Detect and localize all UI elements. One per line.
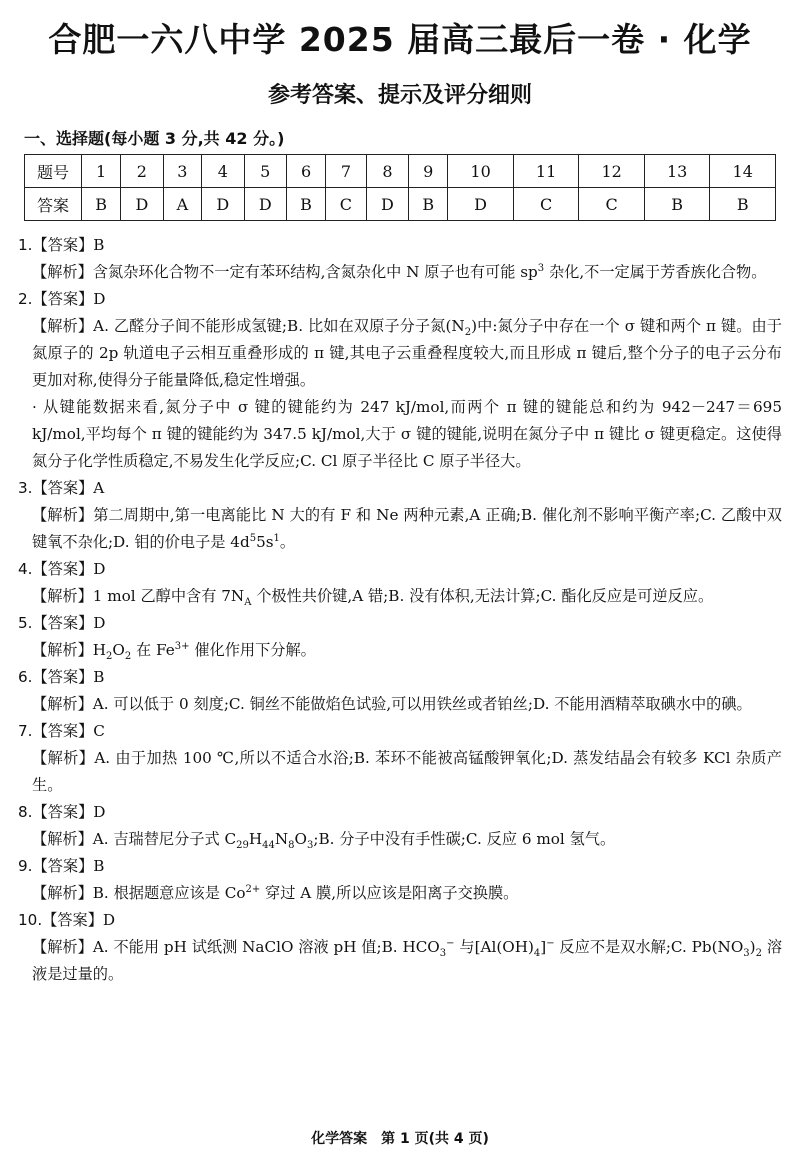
superscript: 2+ — [245, 883, 261, 895]
analysis-label: 【解析】 — [32, 938, 93, 956]
page-subtitle: 参考答案、提示及评分细则 — [267, 83, 532, 108]
answer-cell: D — [366, 188, 408, 221]
question-number-cell: 7 — [326, 155, 367, 188]
answer-value: B — [93, 668, 105, 686]
analysis-label: 【解析】 — [32, 263, 93, 281]
analysis-label: 【解析】 — [32, 749, 95, 767]
question-number-cell: 14 — [710, 155, 776, 188]
question-number: 1. — [18, 236, 33, 254]
analysis-text: A. 可以低于 0 刻度;C. 铜丝不能做焰色试验,可以用铁丝或者铂丝;D. 不能用酒精萃取碘水中的碘。 — [92, 695, 752, 713]
subscript: 4 — [533, 948, 541, 960]
answer-cell: B — [82, 188, 121, 221]
answer-cell: B — [644, 188, 710, 221]
analysis-label: 【解析】 — [32, 506, 94, 524]
subscript: A — [244, 597, 252, 609]
question-number: 9. — [18, 857, 33, 875]
analysis-text: A. 不能用 pH 试纸测 NaClO 溶液 pH 值;B. HCO — [92, 938, 440, 956]
question-number-cell: 5 — [244, 155, 286, 188]
question-number-cell: 8 — [366, 155, 408, 188]
subscript: 3 — [306, 840, 314, 852]
question-number-cell: 9 — [409, 155, 448, 188]
analysis-text: 。 — [279, 533, 296, 551]
question-number-cell: 10 — [448, 155, 514, 188]
analysis-text: A. 由于加热 100 ℃,所以不适合水浴;B. 苯环不能被高锰酸钾氧化;D. 蒸发结晶会有较多 KCl 杂质产生。 — [32, 749, 782, 794]
analysis-text: H — [92, 641, 106, 659]
row-label: 题号 — [25, 155, 82, 188]
question-6 — [18, 664, 782, 718]
analysis-label: 【解析】 — [32, 641, 93, 659]
superscript: 1 — [273, 532, 280, 544]
subscript: 2 — [106, 651, 113, 663]
answer-table — [24, 154, 776, 221]
analysis-text: 溶液是过量的。 — [32, 938, 783, 983]
answer-cell: D — [202, 188, 244, 221]
question-number: 8. — [18, 803, 33, 821]
answer-cell: C — [579, 188, 645, 221]
superscript: 5 — [249, 532, 257, 544]
subscript: 8 — [288, 840, 295, 852]
question-number: 2. — [18, 290, 33, 308]
question-number: 10. — [18, 911, 43, 929]
analysis-text: 催化作用下分解。 — [189, 641, 316, 659]
analysis-label: 【解析】 — [32, 587, 93, 605]
answer-label: 【答案】 — [32, 614, 94, 632]
question-7 — [18, 718, 782, 799]
analysis-text: 杂化,不一定属于芳香族化合物。 — [544, 263, 767, 281]
answer-cell: B — [409, 188, 448, 221]
answer-label: 【答案】 — [32, 668, 94, 686]
analysis-text: ;B. 分子中没有手性碳;C. 反应 6 mol 氢气。 — [313, 830, 616, 848]
answer-cell: D — [244, 188, 286, 221]
answer-cell: B — [286, 188, 325, 221]
question-2 — [18, 286, 782, 475]
answer-label: 【答案】 — [32, 722, 94, 740]
answer-label: 【答案】 — [32, 236, 94, 254]
analysis-text: ) — [749, 938, 756, 956]
analysis-text: 在 Fe — [131, 641, 175, 659]
answer-label: 【答案】 — [32, 857, 94, 875]
answer-label: 【答案】 — [42, 911, 103, 929]
bullet-paragraph: · 从键能数据来看,氮分子中 σ 键的键能约为 247 kJ/mol,而两个 π 键的键能总和约为 942－247＝695 kJ/mol,平均每个 π 键的键能约为 347.5 kJ/mol,大于 σ 键的键能,说明在氮分子中 π 键比 σ 键更稳定。这使得氮分子化学性质稳定,不易发生化学反应;C. Cl 原子半径比 C 原子半径大。 — [32, 398, 782, 470]
subscript: 3 — [743, 948, 750, 960]
superscript: 3+ — [174, 640, 190, 652]
question-5 — [18, 610, 782, 664]
analysis-label: 【解析】 — [32, 317, 94, 335]
answer-value: D — [93, 560, 106, 578]
answer-label: 【答案】 — [32, 560, 94, 578]
analysis-text: A. 吉瑞替尼分子式 C — [92, 830, 237, 848]
question-10 — [18, 907, 782, 988]
subscript: 44 — [262, 840, 275, 852]
subscript: 29 — [236, 840, 249, 852]
answer-value: D — [93, 803, 106, 821]
analysis-text: O — [294, 830, 307, 848]
subscript: 2 — [755, 948, 762, 960]
analysis-text: O — [112, 641, 125, 659]
analysis-text: H — [248, 830, 263, 848]
analysis-text: B. 根据题意应该是 Co — [92, 884, 246, 902]
superscript: 3 — [537, 262, 545, 274]
question-1 — [18, 232, 782, 286]
answer-label: 【答案】 — [32, 803, 94, 821]
question-number-cell: 2 — [121, 155, 163, 188]
subscript: 3 — [439, 948, 447, 960]
analysis-text: A. 乙醛分子间不能形成氢键;B. 比如在双原子分子氮(N — [93, 317, 465, 335]
question-number-cell: 3 — [163, 155, 202, 188]
page-title: 合肥一六八中学 2025 届高三最后一卷 · 化学 — [48, 20, 752, 59]
answer-cell: D — [448, 188, 514, 221]
answer-explanations — [18, 232, 782, 988]
superscript: − — [546, 937, 555, 949]
question-number-row — [25, 155, 776, 188]
answer-cell: A — [163, 188, 202, 221]
answer-value: B — [93, 857, 105, 875]
answer-value: C — [93, 722, 105, 740]
analysis-text: 反应不是双水解;C. Pb(NO — [554, 938, 744, 956]
analysis-label: 【解析】 — [32, 830, 93, 848]
analysis-text: 个极性共价键,A 错;B. 没有体积,无法计算;C. 酯化反应是可逆反应。 — [251, 587, 714, 605]
answer-value: B — [93, 236, 105, 254]
answer-value: D — [93, 290, 106, 308]
superscript: − — [446, 937, 455, 949]
answer-value: D — [102, 911, 116, 929]
question-number-cell: 6 — [286, 155, 325, 188]
question-number-cell: 12 — [579, 155, 645, 188]
analysis-label: 【解析】 — [32, 884, 93, 902]
question-number: 5. — [18, 614, 33, 632]
answer-label: 【答案】 — [32, 479, 94, 497]
analysis-text: 穿过 A 膜,所以应该是阳离子交换膜。 — [260, 884, 519, 902]
answer-row — [25, 188, 776, 221]
question-3 — [18, 475, 782, 556]
answer-value: A — [93, 479, 105, 497]
question-number-cell: 4 — [202, 155, 244, 188]
question-number-cell: 1 — [82, 155, 121, 188]
answer-value: D — [93, 614, 106, 632]
answer-cell: B — [710, 188, 776, 221]
analysis-text: )中:氮分子中存在一个 σ 键和两个 π 键。由于氮原子的 2p 轨道电子云相互重叠形成的 π 键,其电子云重叠程度较大,而且形成 π 键后,整个分子的电子云分布更加对称,使得分子能量降低,稳定性增强。 — [32, 317, 782, 389]
question-number: 7. — [18, 722, 33, 740]
question-number: 3. — [18, 479, 33, 497]
analysis-text: 第二周期中,第一电离能比 N 大的有 F 和 Ne 两种元素,A 正确;B. 催化剂不影响平衡产率;C. 乙酸中双键氧不杂化;D. 钼的价电子是 4d — [32, 506, 782, 551]
analysis-text: N — [274, 830, 289, 848]
question-number: 6. — [18, 668, 33, 686]
row-label: 答案 — [25, 188, 82, 221]
page-footer: 化学答案 第 1 页(共 4 页) — [311, 1131, 489, 1147]
analysis-label: 【解析】 — [32, 695, 93, 713]
analysis-text: 5s — [256, 533, 274, 551]
question-9 — [18, 853, 782, 907]
answer-label: 【答案】 — [32, 290, 94, 308]
analysis-text: 与[Al(OH) — [454, 938, 534, 956]
question-4 — [18, 556, 782, 610]
answer-cell: C — [513, 188, 579, 221]
subscript: 2 — [124, 651, 132, 663]
question-number-cell: 11 — [513, 155, 579, 188]
section-heading: 一、选择题(每小题 3 分,共 42 分。) — [24, 129, 285, 148]
question-8 — [18, 799, 782, 853]
subscript: 2 — [464, 327, 472, 339]
question-number-cell: 13 — [644, 155, 710, 188]
answer-cell: D — [121, 188, 163, 221]
answer-cell: C — [326, 188, 367, 221]
question-number: 4. — [18, 560, 33, 578]
analysis-text: 含氮杂环化合物不一定有苯环结构,含氮杂化中 N 原子也有可能 sp — [92, 263, 538, 281]
analysis-text: ] — [540, 938, 547, 956]
analysis-text: 1 mol 乙醇中含有 7N — [92, 587, 245, 605]
